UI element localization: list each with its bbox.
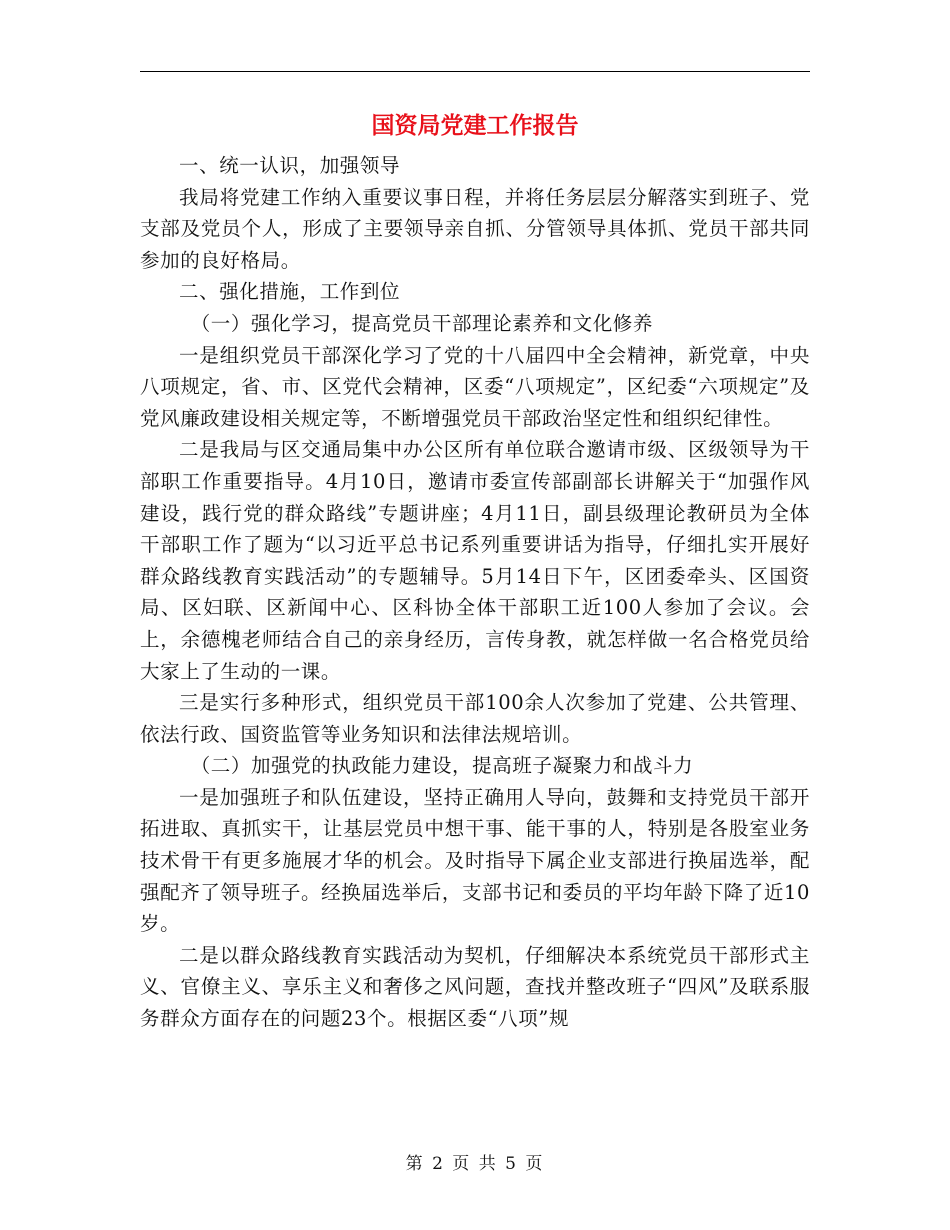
document-body: [140, 150, 810, 1035]
body-paragraph: 我局将党建工作纳入重要议事日程，并将任务层层分解落实到班子、党支部及党员个人，形成了主要领导亲自抓、分管领导具体抓、党员干部共同参加的良好格局。: [140, 185, 810, 272]
header-rule: [140, 71, 810, 72]
page-number-footer: 第 2 页 共 5 页: [405, 1154, 545, 1174]
section-heading-1: 一、统一认识，加强领导: [179, 154, 401, 177]
body-paragraph: 二是以群众路线教育实践活动为契机，仔细解决本系统党员干部形式主义、官僚主义、享乐主义和奢侈之风问题，查找并整改班子“四风”及联系服务群众方面存在的问题23个。根据区委“八项”规: [140, 943, 810, 1031]
body-paragraph: 一是加强班子和队伍建设，坚持正确用人导向，鼓舞和支持党员干部开拓进取、真抓实干，让基层党员中想干事、能干事的人，特别是各股室业务技术骨干有更多施展才华的机会。及时指导下属企业支部进行换届选举，配强配齐了领导班子。经换届选举后，支部书记和委员的平均年龄下降了近10岁。: [140, 785, 810, 936]
document-title: 国资局党建工作报告: [371, 112, 579, 139]
body-paragraph: 一是组织党员干部深化学习了党的十八届四中全会精神，新党章，中央八项规定，省、市、区党代会精神，区委“八项规定”，区纪委“六项规定”及党风廉政建设相关规定等，不断增强党员干部政治坚定性和组织纪律性。: [140, 343, 810, 430]
subsection-heading-1: （一）强化学习，提高党员干部理论素养和文化修养: [190, 311, 653, 335]
body-paragraph: 三是实行多种形式，组织党员干部100余人次参加了党建、公共管理、依法行政、国资监管等业务知识和法律法规培训。: [140, 691, 810, 746]
body-paragraph: 二是我局与区交通局集中办公区所有单位联合邀请市级、区级领导为干部职工作重要指导。4月10日，邀请市委宣传部副部长讲解关于“加强作风建设，践行党的群众路线”专题讲座；4月11日，副县级理论教研员为全体干部职工作了题为“以习近平总书记系列重要讲话为指导，仔细扎实开展好群众路线教育实践活动”的专题辅导。5月14日下午，区团委牵头、区国资局、区妇联、区新闻中心、区科协全体干部职工近100人参加了会议。会上，余德槐老师结合自己的亲身经历，言传身教，就怎样做一名合格党员给大家上了生动的一课。: [140, 438, 810, 683]
subsection-heading-2: （二）加强党的执政能力建设，提高班子凝聚力和战斗力: [190, 754, 694, 778]
section-heading-2: 二、强化措施，工作到位: [179, 280, 401, 304]
